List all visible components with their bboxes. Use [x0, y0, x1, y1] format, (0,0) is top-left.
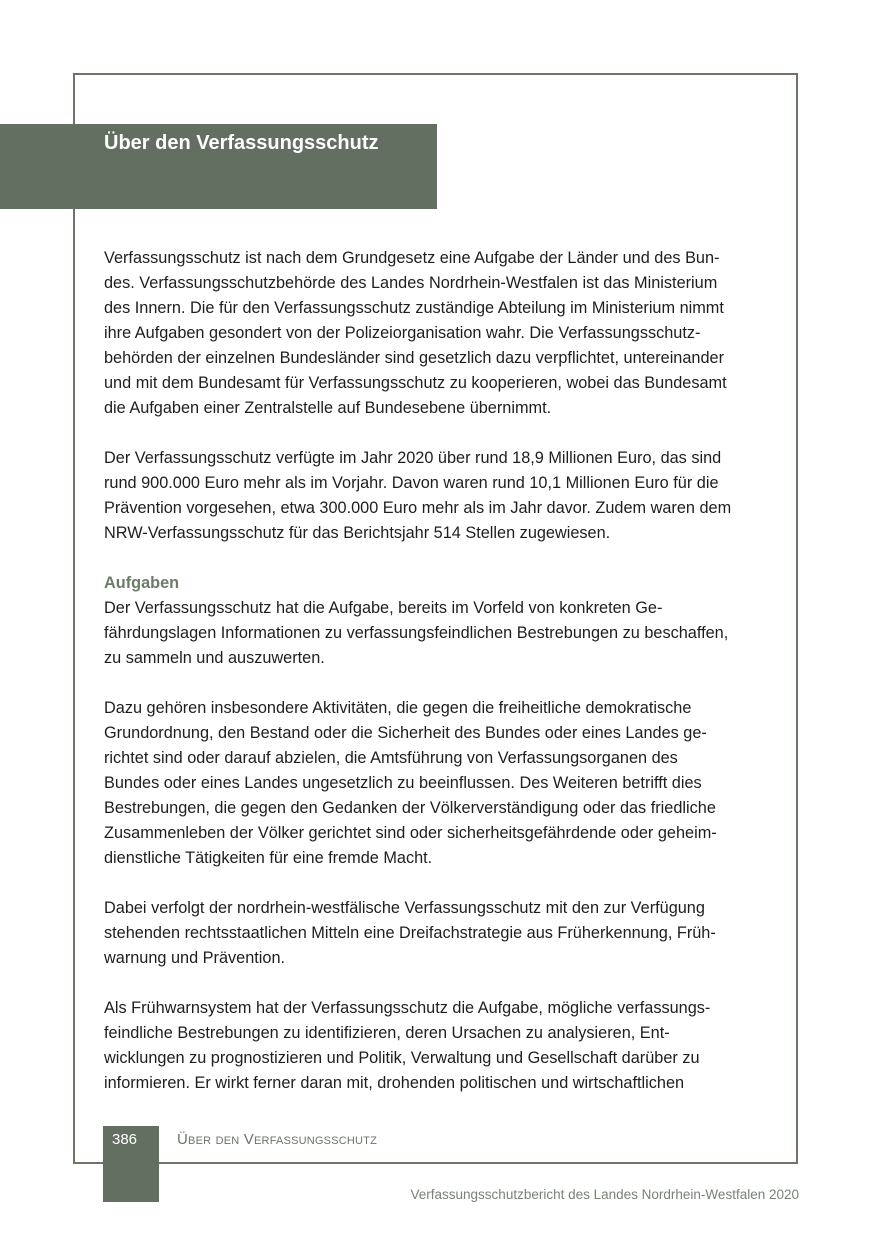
text-line: Grundordnung, den Bestand oder die Sicherheit des Bundes oder eines Landes ge-: [104, 724, 707, 742]
text-line: Zusammenleben der Völker gerichtet sind oder sicherheitsgefährdende oder geheim-: [104, 824, 717, 842]
text-line: zu sammeln und auszuwerten.: [104, 649, 325, 667]
page-title: Über den Verfassungsschutz: [104, 132, 379, 154]
text-line: die Aufgaben einer Zentralstelle auf Bundesebene übernimmt.: [104, 399, 552, 417]
paragraph: [104, 896, 772, 971]
paragraph: [104, 996, 772, 1096]
running-head: Über den Verfassungsschutz: [177, 1131, 378, 1148]
body-text: [104, 246, 772, 1121]
text-line: Der Verfassungsschutz hat die Aufgabe, bereits im Vorfeld von konkreten Ge-: [104, 599, 663, 617]
text-line: warnung und Prävention.: [104, 949, 286, 967]
paragraph: [104, 696, 772, 871]
text-line: rund 900.000 Euro mehr als im Vorjahr. Davon waren rund 10,1 Millionen Euro für die: [104, 474, 719, 492]
text-line: des. Verfassungsschutzbehörde des Landes Nordrhein-Westfalen ist das Ministerium: [104, 274, 718, 292]
publication-footer: Verfassungsschutzbericht des Landes Nordrhein-Westfalen 2020: [410, 1187, 799, 1202]
text-line: Bundes oder eines Landes ungesetzlich zu beeinflussen. Des Weiteren betrifft dies: [104, 774, 702, 792]
text-line: NRW-Verfassungsschutz für das Berichtsjahr 514 Stellen zugewiesen.: [104, 524, 611, 542]
text-line: Dabei verfolgt der nordrhein-westfälische Verfassungsschutz mit den zur Verfügung: [104, 899, 705, 917]
text-line: fährdungslagen Informationen zu verfassungsfeindlichen Bestrebungen zu beschaffen,: [104, 624, 729, 642]
text-line: Prävention vorgesehen, etwa 300.000 Euro mehr als im Jahr davor. Zudem waren dem: [104, 499, 732, 517]
text-line: Als Frühwarnsystem hat der Verfassungsschutz die Aufgabe, mögliche verfassungs-: [104, 999, 711, 1017]
text-line: stehenden rechtsstaatlichen Mitteln eine Dreifachstrategie aus Früherkennung, Früh-: [104, 924, 716, 942]
paragraph: [104, 446, 772, 546]
text-line: und mit dem Bundesamt für Verfassungsschutz zu kooperieren, wobei das Bundesamt: [104, 374, 727, 392]
text-line: wicklungen zu prognostizieren und Politik, Verwaltung und Gesellschaft darüber zu: [104, 1049, 700, 1067]
text-line: des Innern. Die für den Verfassungsschutz zuständige Abteilung im Ministerium nimmt: [104, 299, 724, 317]
section-heading: Aufgaben: [104, 574, 180, 592]
text-line: Dazu gehören insbesondere Aktivitäten, die gegen die freiheitliche demokratische: [104, 699, 692, 717]
page-number: 386: [112, 1131, 138, 1148]
text-line: Der Verfassungsschutz verfügte im Jahr 2020 über rund 18,9 Millionen Euro, das sind: [104, 449, 722, 467]
text-line: behörden der einzelnen Bundesländer sind gesetzlich dazu verpflichtet, untereinander: [104, 349, 725, 367]
text-line: richtet sind oder darauf abzielen, die Amtsführung von Verfassungsorganen des: [104, 749, 678, 767]
text-line: feindliche Bestrebungen zu identifizieren, deren Ursachen zu analysieren, Ent-: [104, 1024, 670, 1042]
text-line: dienstliche Tätigkeiten für eine fremde Macht.: [104, 849, 433, 867]
text-line: Verfassungsschutz ist nach dem Grundgesetz eine Aufgabe der Länder und des Bun-: [104, 249, 720, 267]
text-line: ihre Aufgaben gesondert von der Polizeiorganisation wahr. Die Verfassungsschutz-: [104, 324, 701, 342]
text-line: Bestrebungen, die gegen den Gedanken der Völkerverständigung oder das friedliche: [104, 799, 716, 817]
text-line: informieren. Er wirkt ferner daran mit, drohenden politischen und wirtschaftlichen: [104, 1074, 685, 1092]
paragraph: [104, 246, 772, 421]
paragraph: [104, 571, 772, 671]
